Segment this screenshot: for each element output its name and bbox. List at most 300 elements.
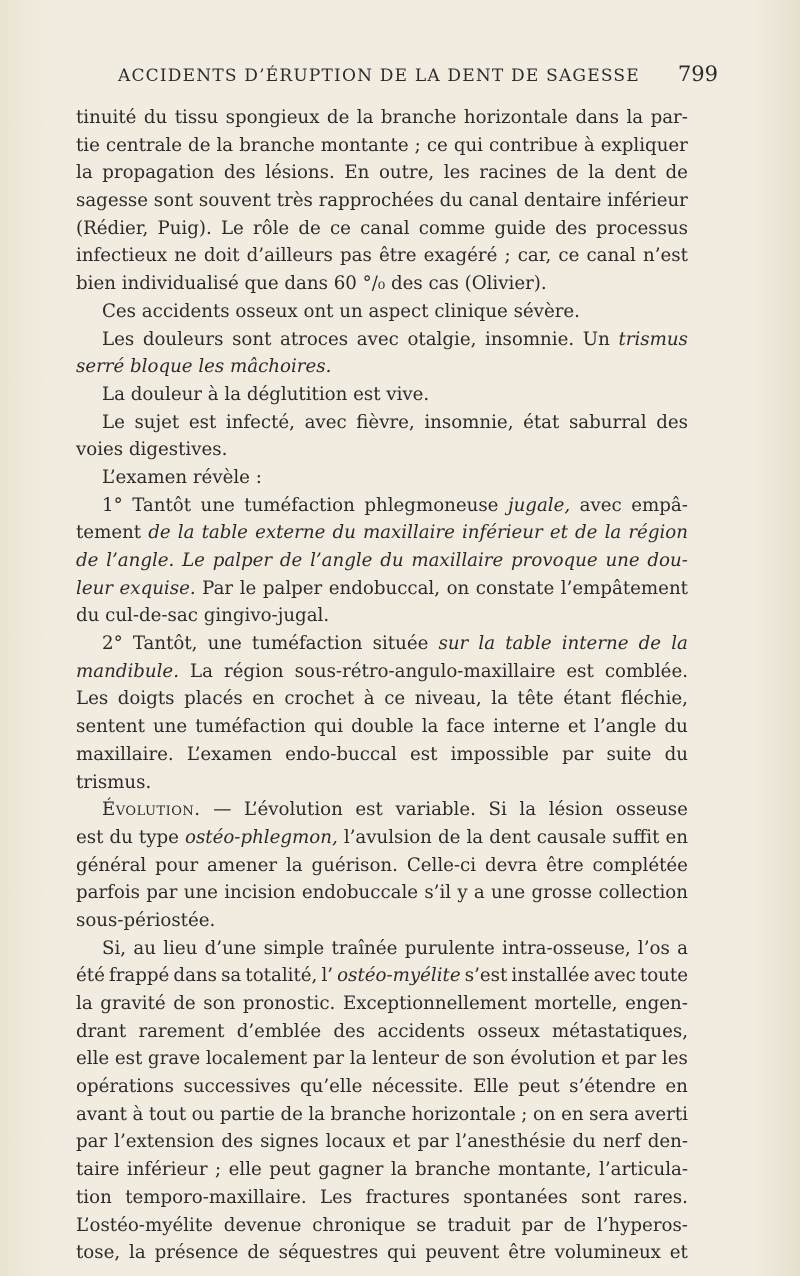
text-line (76, 1239, 688, 1267)
word: partie (219, 1103, 275, 1125)
word: ce (558, 245, 580, 267)
word: placés (184, 688, 243, 710)
word: par (562, 743, 594, 765)
word: Le (220, 217, 244, 239)
word: tuméfaction (244, 494, 355, 516)
word: totalité, (245, 965, 318, 987)
word: — (213, 799, 232, 821)
italic-text: ostéo-myélite (337, 965, 461, 987)
word: la (76, 162, 93, 184)
word: propagation (102, 162, 215, 184)
text-line (76, 1073, 688, 1101)
text-line (76, 741, 688, 769)
word: opérations (76, 1076, 175, 1098)
word: type (138, 826, 179, 848)
word: endobuccale (301, 882, 419, 904)
italic-text: la (478, 633, 496, 655)
word: être (378, 245, 417, 267)
word: insomnie, (424, 411, 514, 433)
word: est (566, 660, 594, 682)
word: dans (173, 965, 217, 987)
word: tion (76, 1186, 112, 1208)
word: par (76, 1131, 108, 1153)
word: Puig). (157, 217, 212, 239)
word: grave (147, 1048, 201, 1070)
word: la (390, 1159, 408, 1181)
small-caps-heading: Évolution. (102, 799, 201, 821)
word: pour (155, 854, 199, 876)
word: qui (387, 1242, 417, 1264)
word: de (665, 162, 688, 184)
word: chronique (312, 1214, 406, 1236)
text-line (76, 298, 688, 326)
word: impossible (450, 743, 549, 765)
word: canal (360, 217, 410, 239)
word: branche (414, 1159, 491, 1181)
word: à (132, 1103, 144, 1125)
word: été (76, 965, 105, 987)
word: Si, (102, 937, 127, 959)
word: à (363, 688, 375, 710)
word: niveau, (414, 688, 482, 710)
text-line (76, 215, 688, 243)
word: causale (536, 826, 607, 848)
word: otalgie, (407, 328, 477, 350)
word: être (546, 854, 584, 876)
italic-text: ostéo-phlegmon, (185, 826, 338, 848)
italic-text: palper (212, 550, 273, 571)
word: évolution (510, 1048, 596, 1070)
word: métastatiques, (551, 1020, 688, 1042)
word: fractures (365, 1186, 450, 1208)
word: sera (589, 1103, 629, 1125)
running-title: ACCIDENTS D’ÉRUPTION DE LA DENT DE SAGESSE (118, 66, 640, 86)
italic-text: de (638, 633, 662, 655)
word: interne (493, 716, 560, 738)
word: collection (598, 882, 688, 904)
word: en (665, 1076, 688, 1098)
word: L’évolution (244, 799, 343, 821)
word: ce (329, 217, 351, 239)
word: fièvre, (356, 411, 415, 433)
word: signes (260, 1131, 319, 1153)
word: l’ (321, 965, 334, 987)
word: du (572, 1131, 596, 1153)
text-line (76, 658, 688, 686)
text-line (76, 769, 688, 797)
italic-text: de (279, 550, 303, 571)
word: empâ- (631, 494, 688, 516)
word: parfois (76, 882, 141, 904)
word: amener (207, 854, 278, 876)
italic-text: inférieur (461, 522, 543, 544)
word: tissu (174, 107, 219, 128)
word: contribue (489, 134, 578, 156)
word: on (446, 577, 470, 599)
italic-text: provoque (511, 550, 598, 571)
word: l’avulsion (343, 826, 432, 848)
word: face (446, 716, 485, 738)
word: la (308, 1103, 326, 1125)
word: du (109, 826, 133, 848)
word: den- (647, 1131, 688, 1153)
word: et (669, 1242, 688, 1264)
italic-text: la (177, 522, 195, 544)
word: car, (517, 245, 552, 267)
italic-text: de (575, 522, 598, 544)
word: général (76, 854, 147, 876)
word: à (583, 134, 595, 156)
word: une (491, 882, 526, 904)
italic-text: une (605, 550, 640, 571)
word: phlegmoneuse (364, 494, 499, 516)
word: expliquer (600, 134, 688, 156)
word: est (76, 826, 104, 848)
word: ne (174, 245, 197, 267)
word: nécessite. (371, 1076, 464, 1098)
word: de (188, 134, 211, 156)
word: s’étendre (569, 1076, 656, 1098)
word: lésions. (265, 162, 335, 184)
word: infecté, (225, 411, 295, 433)
word: taire (76, 1159, 120, 1181)
word: une (152, 716, 188, 738)
italic-text: maxillaire (362, 522, 455, 544)
word: gravité (100, 993, 166, 1014)
italic-text: maxillaire (411, 550, 504, 571)
text-line (76, 1128, 688, 1156)
word: branche (330, 1103, 407, 1125)
word: En (344, 162, 370, 184)
word: grosse (531, 882, 593, 904)
word: ; (215, 1159, 222, 1181)
word: s’est (464, 965, 508, 987)
word: Si (488, 799, 507, 821)
text-line (76, 602, 688, 630)
word: palper (262, 577, 323, 599)
italic-text: interne (561, 633, 629, 655)
word: Les (102, 328, 135, 350)
word: par (417, 1131, 449, 1153)
word: la (349, 1048, 367, 1070)
word: tinuité (76, 107, 137, 128)
word: souvent (198, 190, 271, 212)
word: d’une (204, 937, 257, 959)
word: montante, (497, 1159, 592, 1181)
word: Les (320, 1186, 353, 1208)
italic-text: et (549, 522, 568, 544)
word: par (146, 882, 178, 904)
word: dans (575, 107, 620, 128)
text-line (76, 1156, 688, 1184)
word: L’examen révèle : (102, 466, 262, 488)
word: par (521, 1214, 553, 1236)
word: la (466, 826, 484, 848)
word: l’empâtement (560, 577, 688, 599)
word: ; (504, 245, 511, 267)
italic-text: Le (182, 550, 205, 571)
word: région (223, 660, 284, 682)
italic-text: la (604, 522, 622, 544)
word: y (457, 882, 468, 904)
word: se (416, 1214, 437, 1236)
text-line (76, 381, 688, 409)
word: des (223, 162, 256, 184)
word: en (561, 1103, 584, 1125)
page-number: 799 (677, 62, 718, 86)
word: la (356, 107, 374, 128)
word: suffit (612, 826, 660, 848)
text-line (76, 879, 688, 907)
word: La (190, 660, 213, 682)
word: doit (203, 245, 240, 267)
word: L’ostéo-myélite (76, 1214, 213, 1236)
word: être (508, 1242, 546, 1264)
word: comblée. (604, 660, 688, 682)
word: Le (102, 411, 125, 433)
text-line (76, 962, 688, 990)
word: tuméfaction (251, 633, 363, 655)
word: du cul-de-sac gingivo-jugal. (76, 605, 330, 627)
word: rares. (633, 1186, 688, 1208)
word: temporo-maxillaire. (125, 1186, 307, 1208)
word: 2° (102, 633, 123, 655)
word: horizontale (411, 1103, 516, 1125)
word: sentent (76, 716, 145, 738)
word: au (133, 937, 156, 959)
word: horizontale (463, 107, 569, 128)
text-line (76, 713, 688, 741)
word: tuméfaction (195, 716, 306, 738)
text-line (76, 464, 688, 492)
word: L’examen (186, 743, 272, 765)
text-line (76, 187, 688, 215)
italic-text: de (148, 522, 171, 544)
word: l’angle (594, 716, 657, 738)
word: exagéré (423, 245, 498, 267)
word: osseux (477, 1020, 540, 1042)
word: avec (304, 411, 347, 433)
word: sont (232, 328, 272, 350)
word: tête (517, 688, 554, 710)
word: de (173, 993, 196, 1014)
word: de (556, 162, 579, 184)
word: dent (489, 826, 531, 848)
word: La douleur à la déglutition est vive. (102, 383, 430, 405)
word: la (129, 1242, 146, 1264)
word: lésion (548, 799, 604, 821)
text-line (76, 519, 688, 547)
italic-text: leur (76, 577, 113, 599)
word: volumineux (554, 1242, 661, 1264)
word: les (443, 162, 470, 184)
word: incision (224, 882, 296, 904)
word: gagner (318, 1159, 384, 1181)
text-line (76, 436, 688, 464)
word: sa (221, 965, 242, 987)
italic-text: région (628, 522, 688, 544)
word: la (519, 799, 537, 821)
word: sagesse (76, 190, 149, 212)
word: avec (579, 494, 622, 516)
word: du (664, 716, 688, 738)
word: de (247, 1242, 270, 1264)
word: ce (384, 688, 406, 710)
word: doigts (117, 688, 175, 710)
text-line (76, 824, 688, 852)
word: de (326, 107, 350, 128)
word: guide (494, 217, 546, 239)
word: insomnie. (485, 328, 575, 350)
word: rôle (252, 217, 290, 239)
word: est (355, 799, 383, 821)
word: locaux (325, 1131, 386, 1153)
word: elle (228, 1159, 262, 1181)
word: une (207, 633, 242, 655)
word: du (439, 190, 463, 212)
word: inférieur (607, 190, 688, 212)
word: devenue (223, 1214, 302, 1236)
word: bien individualisé que dans 60 °/₀ des cas (Olivier). (76, 273, 547, 295)
word: Un (582, 328, 610, 350)
word: peuvent (425, 1242, 500, 1264)
word: s’il (424, 882, 452, 904)
word: successives (183, 1076, 291, 1098)
word: sous-périostée. (76, 909, 216, 931)
word: comme (418, 217, 486, 239)
word: lieu (163, 937, 198, 959)
word: branche (380, 107, 457, 128)
word: canal (586, 245, 636, 267)
text-line (76, 104, 688, 132)
word: purulente (404, 937, 495, 959)
word: l’os (637, 937, 670, 959)
word: l’anesthésie (455, 1131, 566, 1153)
word: de (298, 217, 321, 239)
word: variable. (395, 799, 476, 821)
word: Celle-ci (406, 854, 477, 876)
word: sous-rétro-angulo-maxillaire (294, 660, 556, 682)
word: des (555, 217, 587, 239)
word: suite (606, 743, 652, 765)
word: inférieur (126, 1159, 208, 1181)
word: 1° (102, 494, 123, 516)
word: crochet (284, 688, 355, 710)
word: osseuse (615, 799, 688, 821)
word: ; (414, 134, 421, 156)
word: le (239, 577, 257, 599)
word: traduit (447, 1214, 511, 1236)
word: avec (593, 965, 636, 987)
italic-text: trismus (618, 328, 688, 350)
word: on (532, 1103, 556, 1125)
word: nerf (602, 1131, 641, 1153)
text-line (76, 132, 688, 160)
word: de (563, 1214, 586, 1236)
word: tie (76, 134, 100, 156)
word: ce (426, 134, 448, 156)
word: son (472, 1048, 505, 1070)
word: ; (521, 1103, 528, 1125)
word: tement (76, 522, 142, 544)
word: peut (269, 1159, 311, 1181)
word: maxillaire. (76, 743, 174, 765)
word: une (200, 494, 235, 516)
word: accidents (377, 1020, 466, 1042)
word: la (285, 854, 303, 876)
word: sont (581, 1186, 621, 1208)
word: sont (153, 190, 194, 212)
italic-text: l’angle (310, 550, 373, 571)
word: par- (650, 107, 688, 128)
word: avant (76, 1103, 127, 1125)
word: outre, (378, 162, 435, 184)
text-line (76, 796, 688, 824)
italic-text: table (505, 633, 552, 655)
word: Exceptionnellement (342, 993, 527, 1014)
italic-text: serré bloque les mâchoires. (76, 356, 332, 378)
word: mortelle, (534, 993, 618, 1014)
word: voies digestives. (76, 439, 228, 461)
word: racines (479, 162, 547, 184)
text-line (76, 326, 688, 354)
text-line (76, 409, 688, 437)
word: étant (563, 688, 612, 710)
word: frappé (108, 965, 170, 987)
word: la (491, 688, 508, 710)
word: Par (202, 577, 234, 599)
text-line (76, 492, 688, 520)
word: infectieux (76, 245, 168, 267)
text-line (76, 685, 688, 713)
text-line (76, 547, 688, 575)
text-line (76, 1212, 688, 1240)
word: simple (263, 937, 325, 959)
italic-text: table (201, 522, 248, 544)
italic-text: la (671, 633, 688, 655)
word: et (567, 716, 586, 738)
word: des (333, 1020, 366, 1042)
word: par (312, 1048, 345, 1070)
word: de (444, 1048, 467, 1070)
word: la (421, 716, 439, 738)
word: (Rédier, (76, 217, 149, 239)
word: centrale (105, 134, 183, 156)
word: avec (356, 328, 399, 350)
word: Les (76, 688, 109, 710)
word: située (372, 633, 429, 655)
word: averti (634, 1103, 688, 1125)
word: l’extension (114, 1131, 215, 1153)
text-line (76, 575, 688, 603)
word: rarement (138, 1020, 225, 1042)
word: installée (511, 965, 590, 987)
italic-text: du (332, 522, 356, 544)
word: qui (453, 134, 484, 156)
text-line (76, 630, 688, 658)
word: Tantôt, (132, 633, 198, 655)
word: a (677, 937, 688, 959)
word: localement (205, 1048, 308, 1070)
word: saburral (568, 411, 647, 433)
word: spontanées (463, 1186, 568, 1208)
text-line (76, 1101, 688, 1129)
word: de (437, 826, 461, 848)
word: rapprochées (318, 190, 434, 212)
body-text (76, 104, 688, 1267)
word: toute (639, 965, 688, 987)
text-line (76, 1045, 688, 1073)
